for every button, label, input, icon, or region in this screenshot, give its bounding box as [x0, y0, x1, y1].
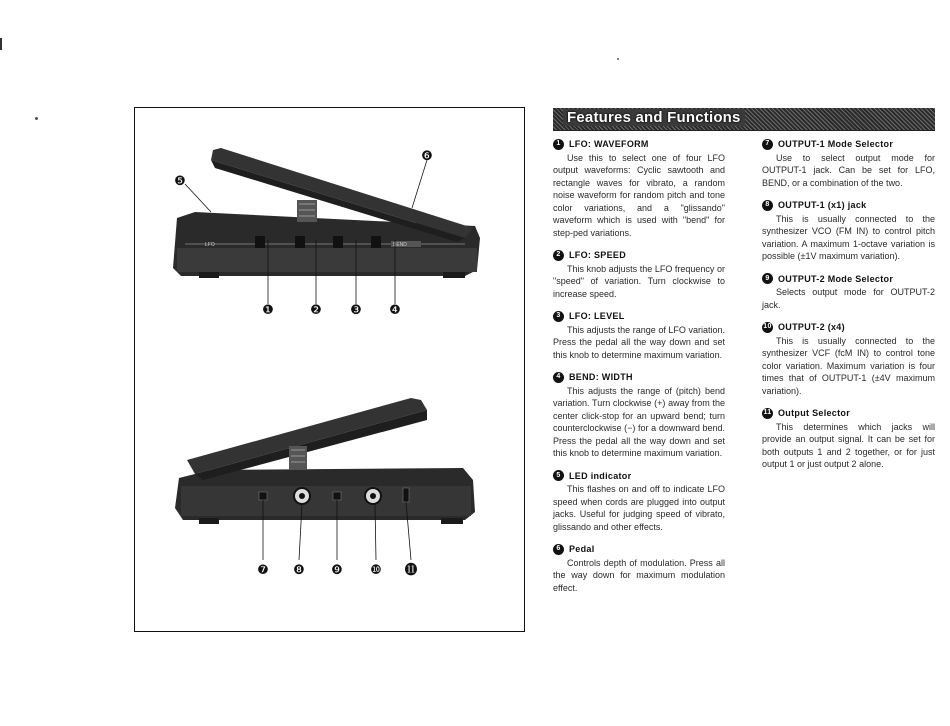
- bottom-pedal-drawing: [175, 398, 475, 524]
- callout-8: ❽: [293, 563, 305, 578]
- top-pedal-drawing: [173, 148, 480, 278]
- feature-item: [553, 249, 725, 300]
- feature-description: This adjusts the range of (pitch) bend variation. Turn clockwise (+) away from the center click-stop for an upward bend; turn counterclockwise (−) for a downward bend. Press the pedal all the way down and set this knob to determine maximum variation.: [553, 385, 725, 458]
- feature-item: [553, 138, 725, 239]
- feature-number-badge: 6: [553, 544, 564, 555]
- feature-number-badge: 11: [762, 408, 773, 419]
- feature-number-badge: 1: [553, 139, 564, 150]
- feature-number-badge: 8: [762, 200, 773, 211]
- feature-title: OUTPUT-1 (x1) jack: [778, 200, 867, 210]
- feature-item: [762, 138, 935, 189]
- feature-item: [762, 321, 935, 397]
- callout-10: ❿: [370, 563, 382, 578]
- feature-title: OUTPUT-2 (x4): [778, 322, 845, 332]
- feature-description: This is usually connected to the synthesizer VCO (FM IN) to control pitch variation. A maximum 1-octave variation is possible (±1V maximum variation).: [762, 213, 935, 261]
- feature-number-badge: 3: [553, 311, 564, 322]
- feature-item: [762, 407, 935, 471]
- feature-description: This adjusts the range of LFO variation. Press the pedal all the way down and set this knob to determine maximum variation.: [553, 324, 725, 360]
- feature-number-badge: 10: [762, 322, 773, 333]
- callout-2: ❷: [310, 303, 322, 318]
- feature-item: [762, 273, 935, 312]
- callout-11: ⓫: [404, 563, 418, 578]
- feature-description: Use to select output mode for OUTPUT-1 jack. Can be set for LFO, BEND, or a combination of the two.: [762, 152, 935, 188]
- callout-9: ❾: [331, 563, 343, 578]
- feature-item: [762, 199, 935, 263]
- feature-description: This determines which jacks will provide an output signal. It can be set for both outputs 1 and 2 together, or for just output 1 or just output 2 alone.: [762, 421, 935, 469]
- feature-number-badge: 9: [762, 273, 773, 284]
- feature-title: Output Selector: [778, 408, 851, 418]
- speck: [35, 117, 38, 120]
- feature-item: [553, 543, 725, 594]
- feature-title: LFO: WAVEFORM: [569, 139, 649, 149]
- page-edge-mark: [0, 38, 2, 50]
- feature-item: [553, 371, 725, 460]
- feature-description: Controls depth of modulation. Press all the way down for maximum modulation effect.: [553, 557, 725, 593]
- feature-title: Pedal: [569, 544, 595, 554]
- feature-number-badge: 5: [553, 470, 564, 481]
- page-title: Features and Functions: [563, 109, 745, 126]
- pedal-illustrations: [135, 108, 526, 633]
- feature-title: OUTPUT-1 Mode Selector: [778, 139, 894, 149]
- svg-text:LFO: LFO: [205, 242, 215, 248]
- feature-description: This flashes on and off to indicate LFO speed when cords are plugged into output jacks. Useful for judging speed of vibrato, glissando and other effects.: [553, 484, 725, 532]
- feature-description: Selects output mode for OUTPUT-2 jack.: [762, 287, 935, 310]
- feature-description: This knob adjusts the LFO frequency or "speed" of variation. Turn clockwise to increase speed.: [553, 263, 725, 299]
- feature-title: LFO: LEVEL: [569, 311, 625, 321]
- feature-title: LED indicator: [569, 470, 632, 481]
- section-banner: [553, 108, 935, 131]
- speck: [617, 58, 619, 60]
- callout-1: ❶: [262, 303, 274, 318]
- callout-6: ❻: [421, 149, 433, 164]
- pedal-illustration-box: [134, 107, 525, 632]
- feature-description: Use this to select one of four LFO output waveforms: Cyclic sawtooth and rectangle waves for vibrato, a random noise waveform for random pitch and tone color variations, and a "glissando" waveform which is used with "bend" for step-ped variations.: [553, 152, 725, 238]
- callout-5: ❺: [174, 174, 186, 189]
- feature-number-badge: 7: [762, 139, 773, 150]
- feature-number-badge: 2: [553, 250, 564, 261]
- feature-number-badge: 4: [553, 372, 564, 383]
- feature-description: This is usually connected to the synthesizer VCF (fcM IN) to control tone color variation. Maximum variation is four times that of OUTPUT-1 (±4V maximum variation).: [762, 335, 935, 396]
- feature-title: LFO: SPEED: [569, 250, 627, 260]
- features-right-column: [762, 138, 935, 481]
- feature-item: [553, 470, 725, 534]
- callout-4: ❹: [389, 303, 401, 318]
- callout-3: ❸: [350, 303, 362, 318]
- feature-item: [553, 310, 725, 361]
- feature-title: OUTPUT-2 Mode Selector: [778, 273, 894, 284]
- callout-7: ❼: [257, 563, 269, 578]
- features-left-column: [553, 138, 725, 604]
- feature-title: BEND: WIDTH: [569, 372, 633, 382]
- svg-text:BEND: BEND: [393, 242, 407, 248]
